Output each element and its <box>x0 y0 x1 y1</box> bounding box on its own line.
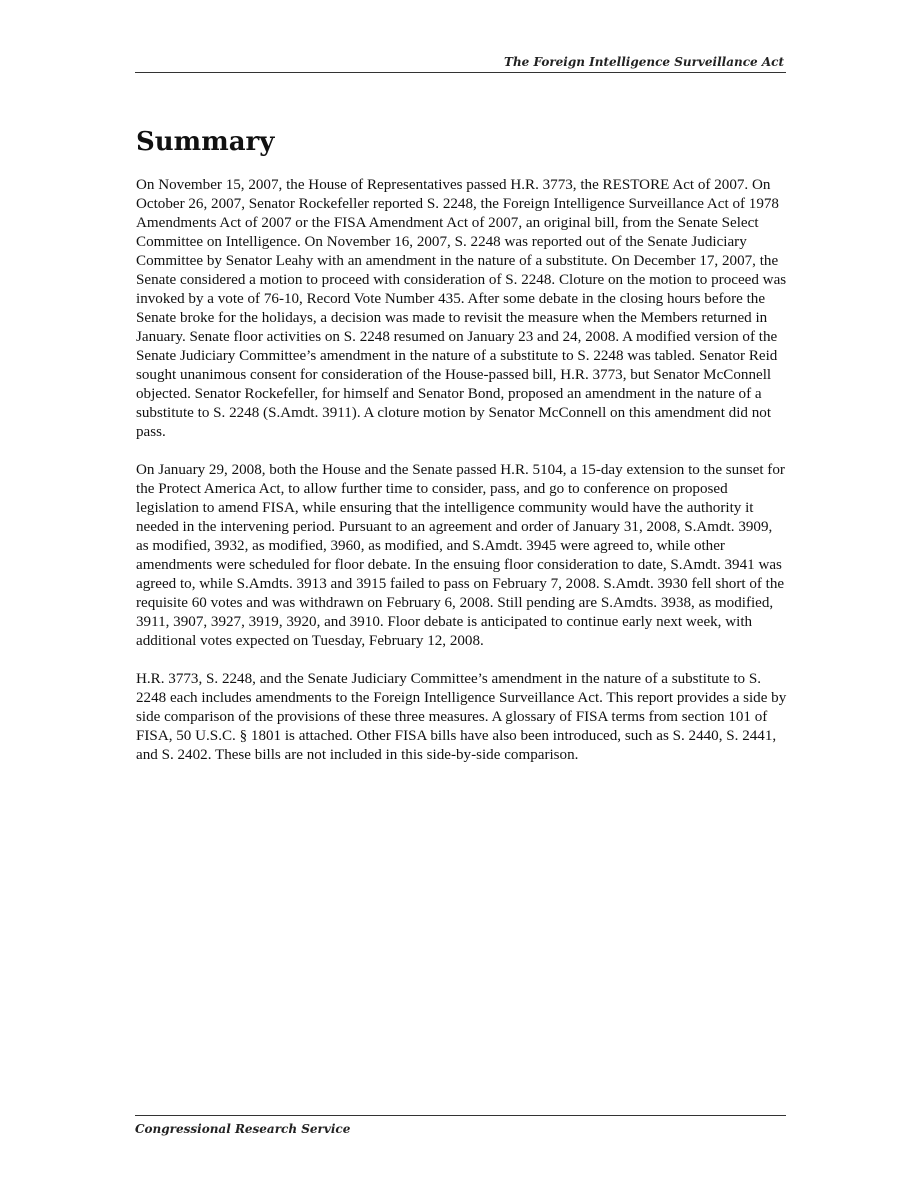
running-footer-label: Congressional Research Service <box>135 1122 351 1136</box>
running-footer <box>135 1115 786 1137</box>
paragraph-3: H.R. 3773, S. 2248, and the Senate Judiciary Committee’s amendment in the nature of a substitute to S. 2248 each includes amendments to the Foreign Intelligence Surveillance Act. This report provides a side by side comparison of the provisions of these three measures. A glossary of FISA terms from section 101 of FISA, 50 U.S.C. § 1801 is attached. Other FISA bills have also been introduced, such as S. 2440, S. 2441, and S. 2402. These bills are not included in this side-by-side comparison. <box>136 671 787 763</box>
running-header <box>135 54 786 73</box>
body-text <box>136 176 788 784</box>
running-header-title: The Foreign Intelligence Surveillance Act <box>504 55 784 69</box>
paragraph-2: On January 29, 2008, both the House and the Senate passed H.R. 5104, a 15-day extension to the sunset for the Protect America Act, to allow further time to consider, pass, and go to conference on proposed legislation to amend FISA, while ensuring that the intelligence community would have the authority it needed in the intervening period. Pursuant to an agreement and order of January 31, 2008, S.Amdt. 3909, as modified, 3932, as modified, 3960, as modified, and S.Amdt. 3945 were agreed to, while other amendments were scheduled for floor debate. In the ensuing floor consideration to date, S.Amdt. 3941 was agreed to, while S.Amdts. 3913 and 3915 failed to pass on February 7, 2008. S.Amdt. 3930 fell short of the requisite 60 votes and was withdrawn on February 6, 2008. Still pending are S.Amdts. 3938, as modified, 3911, 3907, 3927, 3919, 3920, and 3910. Floor debate is anticipated to continue early next week, with additional votes expected on Tuesday, February 12, 2008. <box>136 462 785 649</box>
paragraph-1: On November 15, 2007, the House of Representatives passed H.R. 3773, the RESTORE Act of 2007. On October 26, 2007, Senator Rockefeller reported S. 2248, the Foreign Intelligence Surveillance Act of 1978 Amendments Act of 2007 or the FISA Amendment Act of 2007, an original bill, from the Senate Select Committee on Intelligence. On November 16, 2007, S. 2248 was reported out of the Senate Judiciary Committee by Senator Leahy with an amendment in the nature of a substitute. On December 17, 2007, the Senate considered a motion to proceed with consideration of S. 2248. Cloture on the motion to proceed was invoked by a vote of 76-10, Record Vote Number 435. After some debate in the closing hours before the Senate broke for the holidays, a decision was made to revisit the measure when the Members returned in January. Senate floor activities on S. 2248 resumed on January 23 and 24, 2008. A modified version of the Senate Judiciary Committee’s amendment in the nature of a substitute to S. 2248 was tabled. Senator Reid sought unanimous consent for consideration of the House-passed bill, H.R. 3773, but Senator McConnell objected. Senator Rockefeller, for himself and Senator Bond, proposed an amendment in the nature of a substitute to S. 2248 (S.Amdt. 3911). A cloture motion by Senator McConnell on this amendment did not pass. <box>136 177 787 440</box>
section-heading: Summary <box>136 127 275 157</box>
